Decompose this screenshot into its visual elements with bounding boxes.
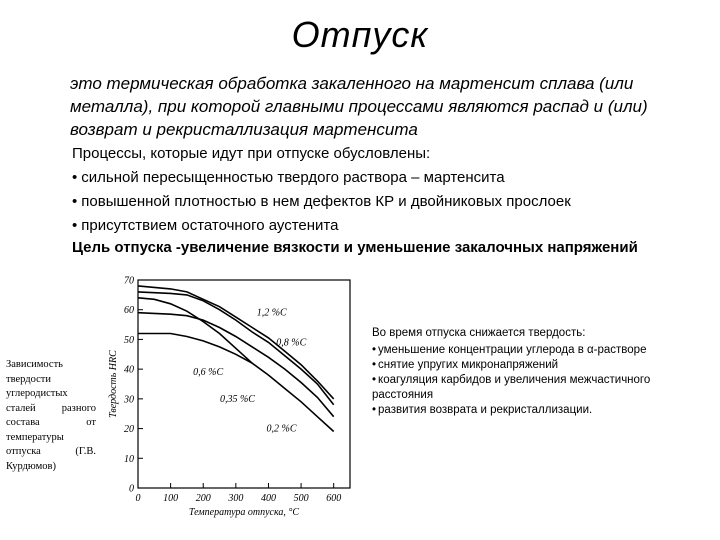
y-tick-label: 40 (124, 364, 134, 376)
hardness-note-item (372, 403, 662, 418)
y-tick-label: 20 (124, 424, 134, 436)
chart-caption (6, 358, 96, 474)
x-axis-label: Температура отпуска, °С (188, 507, 300, 518)
chart-series-group (138, 286, 334, 432)
series-label: 0,2 %С (266, 423, 297, 435)
y-tick-label: 10 (124, 453, 134, 465)
hardness-notes-heading: Во время отпуска снижается твердость: (372, 327, 586, 339)
y-tick-label: 50 (124, 334, 134, 346)
process-item (72, 214, 692, 238)
hardness-note-text: развития возврата и рекристаллизации. (378, 404, 593, 416)
y-tick-label: 70 (124, 275, 134, 287)
x-tick-label: 100 (163, 493, 179, 504)
y-tick-label: 0 (129, 483, 134, 495)
process-item-text: повышенной плотностью в нем дефектов КР и двойниковых прослоек (81, 193, 571, 210)
y-tick-label: 60 (124, 305, 134, 317)
hardness-note-text: коагуляция карбидов и увеличения межчастичного расстояния (372, 374, 651, 401)
processes-block (72, 142, 692, 238)
definition-text: это термическая обработка закаленного на мартенсит сплава (или металла), при которой главными процессами являются распад и (или) возврат и рекристаллизация мартенсита (70, 74, 648, 139)
process-item-text: присутствием остаточного аустенита (81, 217, 339, 234)
hardness-notes (372, 326, 662, 418)
x-tick-label: 400 (260, 493, 276, 504)
chart-caption-text: Зависимость твердости углеродистых сталей разного состава от температуры отпуска (Г.В. Курдюмов) (6, 359, 96, 472)
x-tick-label: 500 (293, 493, 309, 504)
processes-intro: Процессы, которые идут при отпуске обусловлены: (72, 145, 431, 162)
x-tick-label: 0 (135, 493, 141, 504)
y-tick-label: 30 (124, 394, 134, 406)
x-tick-label: 600 (326, 493, 342, 504)
hardness-note-item (372, 373, 662, 403)
series-label: 1,2 %С (256, 307, 287, 319)
series-label: 0,35 %С (219, 393, 255, 405)
x-tick-label: 200 (195, 493, 211, 504)
series-label: 0,6 %С (193, 367, 224, 379)
hardness-note-item (372, 343, 662, 358)
hardness-note-item (372, 358, 662, 373)
hardness-note-text: уменьшение концентрации углерода в α-растворе (378, 344, 647, 356)
process-item (72, 190, 692, 214)
series-label: 0,8 %С (276, 337, 307, 349)
process-item (72, 166, 692, 190)
x-tick-label: 300 (228, 493, 244, 504)
process-item-text: сильной пересыщенностью твердого раствора – мартенсита (81, 169, 505, 186)
hardness-chart (100, 272, 355, 522)
goal-text: Цель отпуска -увеличение вязкости и уменьшение закалочных напряжений (72, 239, 638, 256)
slide-title: Отпуск (291, 14, 429, 55)
y-axis-label: Твердость HRC (108, 350, 119, 418)
hardness-note-text: снятие упругих микронапряжений (378, 359, 559, 371)
